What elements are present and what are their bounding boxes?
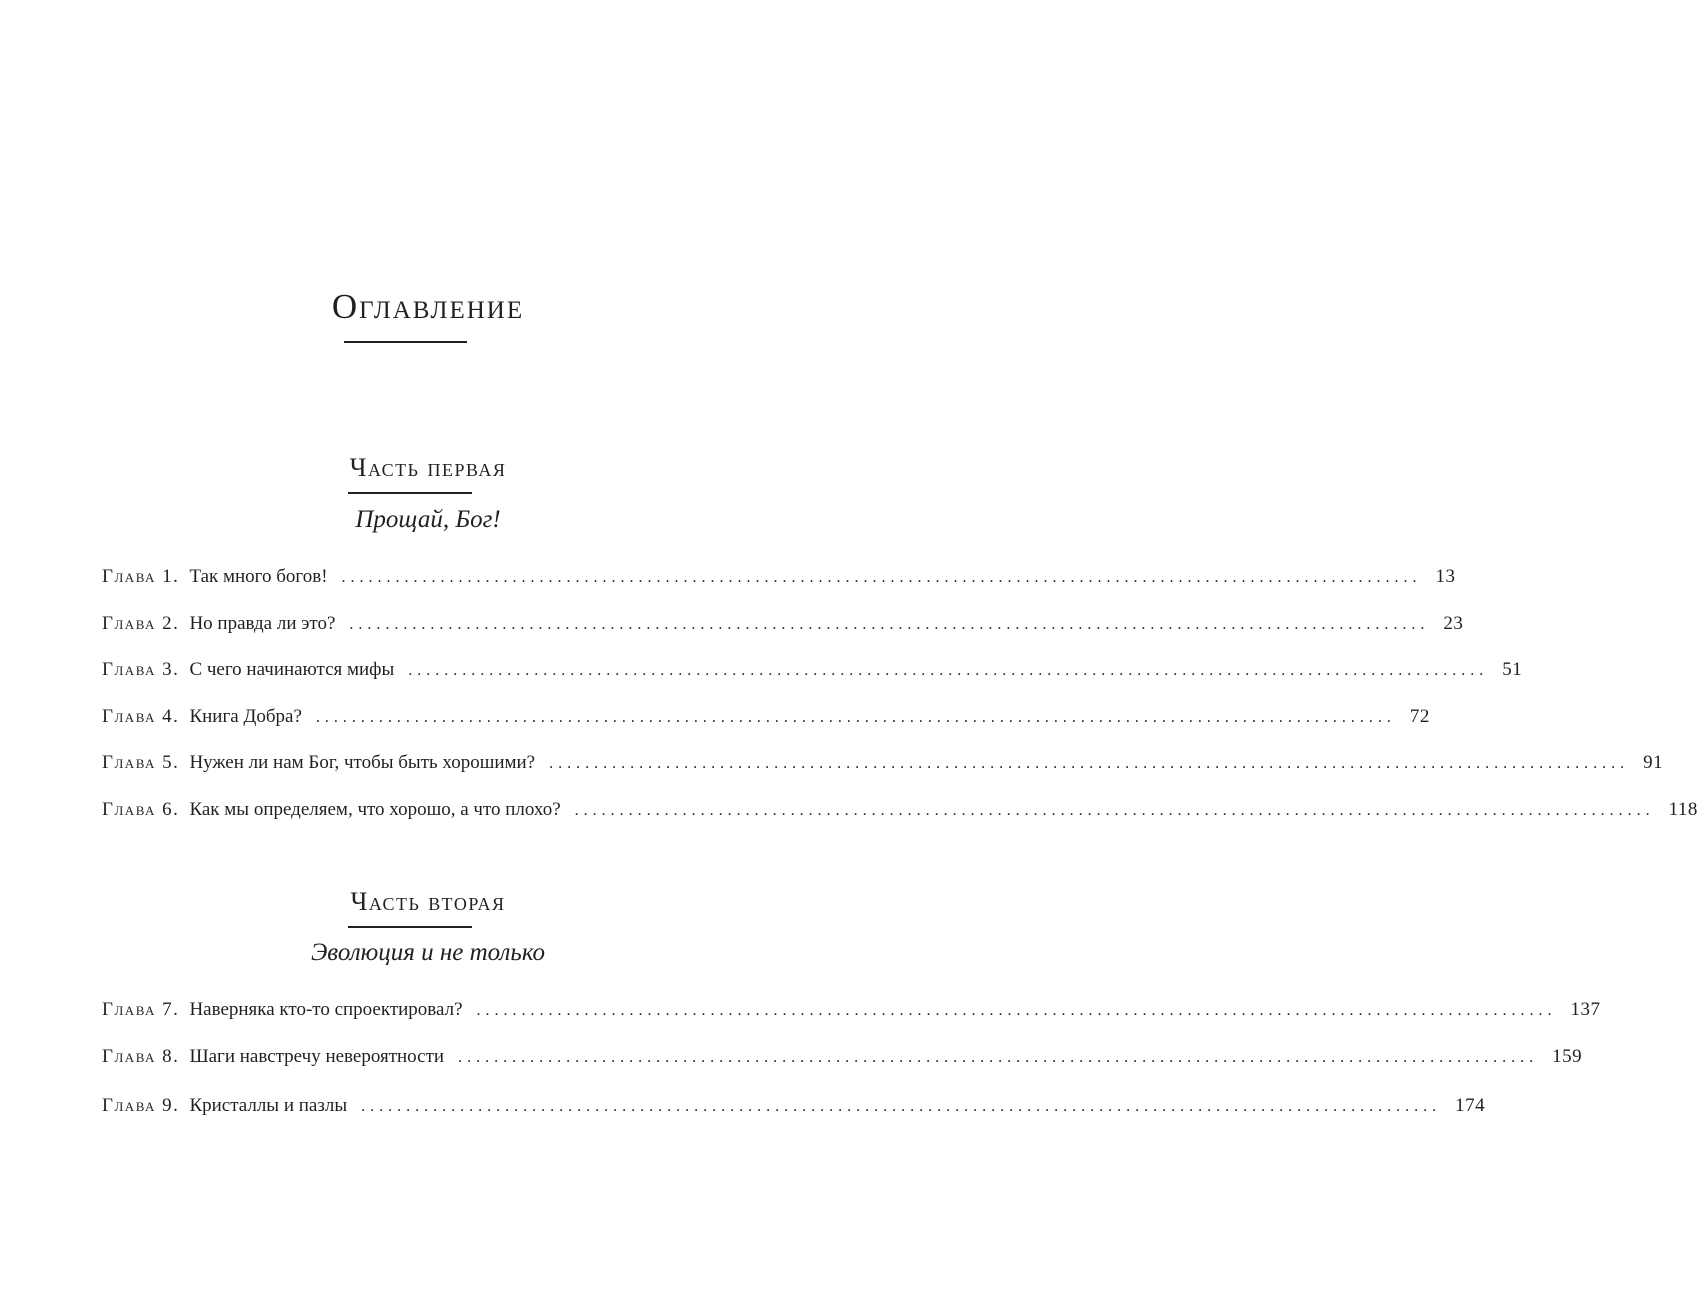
chapter-label: Глава 2. — [102, 613, 180, 634]
chapter-label: Глава 3. — [102, 659, 180, 680]
page-title: Оглавление — [331, 287, 525, 326]
toc-row[interactable] — [102, 1092, 1486, 1120]
toc-row[interactable] — [102, 563, 1456, 591]
part-underline — [348, 926, 472, 928]
chapter-label: Глава 8. — [102, 1046, 180, 1067]
chapter-page: 91 — [1643, 752, 1664, 773]
toc-row[interactable] — [102, 796, 1698, 824]
chapter-title: Книга Добра? — [189, 706, 302, 727]
chapter-page: 159 — [1552, 1046, 1583, 1067]
chapter-page: 137 — [1570, 999, 1601, 1020]
chapter-title: Кристаллы и пазлы — [189, 1095, 348, 1116]
dot-leader: ........................................................................................................................ — [315, 709, 1396, 726]
chapter-title: Шаги навстречу невероятности — [189, 1046, 445, 1067]
toc-row[interactable] — [102, 1043, 1583, 1071]
part-heading: Часть первая — [349, 453, 507, 482]
dot-leader: ........................................................................................................................ — [549, 755, 1630, 772]
chapter-title: Но правда ли это? — [189, 613, 336, 634]
part-underline — [348, 492, 472, 494]
chapter-label: Глава 9. — [102, 1095, 180, 1116]
toc-row[interactable] — [102, 996, 1601, 1024]
toc-row[interactable] — [102, 610, 1464, 638]
chapter-label: Глава 5. — [102, 752, 180, 773]
chapter-title: Наверняка кто-то спроектировал? — [189, 999, 463, 1020]
title-underline — [344, 341, 467, 343]
chapter-page: 72 — [1409, 706, 1430, 727]
chapter-label: Глава 4. — [102, 706, 180, 727]
chapter-label: Глава 6. — [102, 799, 180, 820]
part-subtitle: Эволюция и не только — [310, 939, 546, 966]
chapter-label: Глава 1. — [102, 566, 180, 587]
dot-leader: ........................................................................................................................ — [574, 802, 1655, 819]
chapter-page: 174 — [1455, 1095, 1486, 1116]
toc-row[interactable] — [102, 749, 1664, 777]
chapter-title: Нужен ли нам Бог, чтобы быть хорошими? — [189, 752, 536, 773]
chapter-page: 13 — [1435, 566, 1456, 587]
chapter-label: Глава 7. — [102, 999, 180, 1020]
dot-leader: ........................................................................................................................ — [341, 569, 1422, 586]
chapter-title: С чего начинаются мифы — [189, 659, 395, 680]
dot-leader: ........................................................................................................................ — [349, 616, 1430, 633]
chapter-page: 51 — [1502, 659, 1523, 680]
chapter-page: 23 — [1443, 613, 1464, 634]
part-heading: Часть вторая — [350, 887, 506, 916]
chapter-page: 118 — [1668, 799, 1698, 820]
dot-leader: ........................................................................................................................ — [361, 1098, 1442, 1115]
dot-leader: ........................................................................................................................ — [476, 1002, 1557, 1019]
part-subtitle: Прощай, Бог! — [355, 506, 501, 533]
chapter-title: Так много богов! — [189, 566, 328, 587]
toc-row[interactable] — [102, 656, 1523, 684]
dot-leader: ........................................................................................................................ — [458, 1049, 1539, 1066]
chapter-title: Как мы определяем, что хорошо, а что плохо? — [189, 799, 561, 820]
dot-leader: ........................................................................................................................ — [408, 662, 1489, 679]
toc-row[interactable] — [102, 703, 1430, 731]
